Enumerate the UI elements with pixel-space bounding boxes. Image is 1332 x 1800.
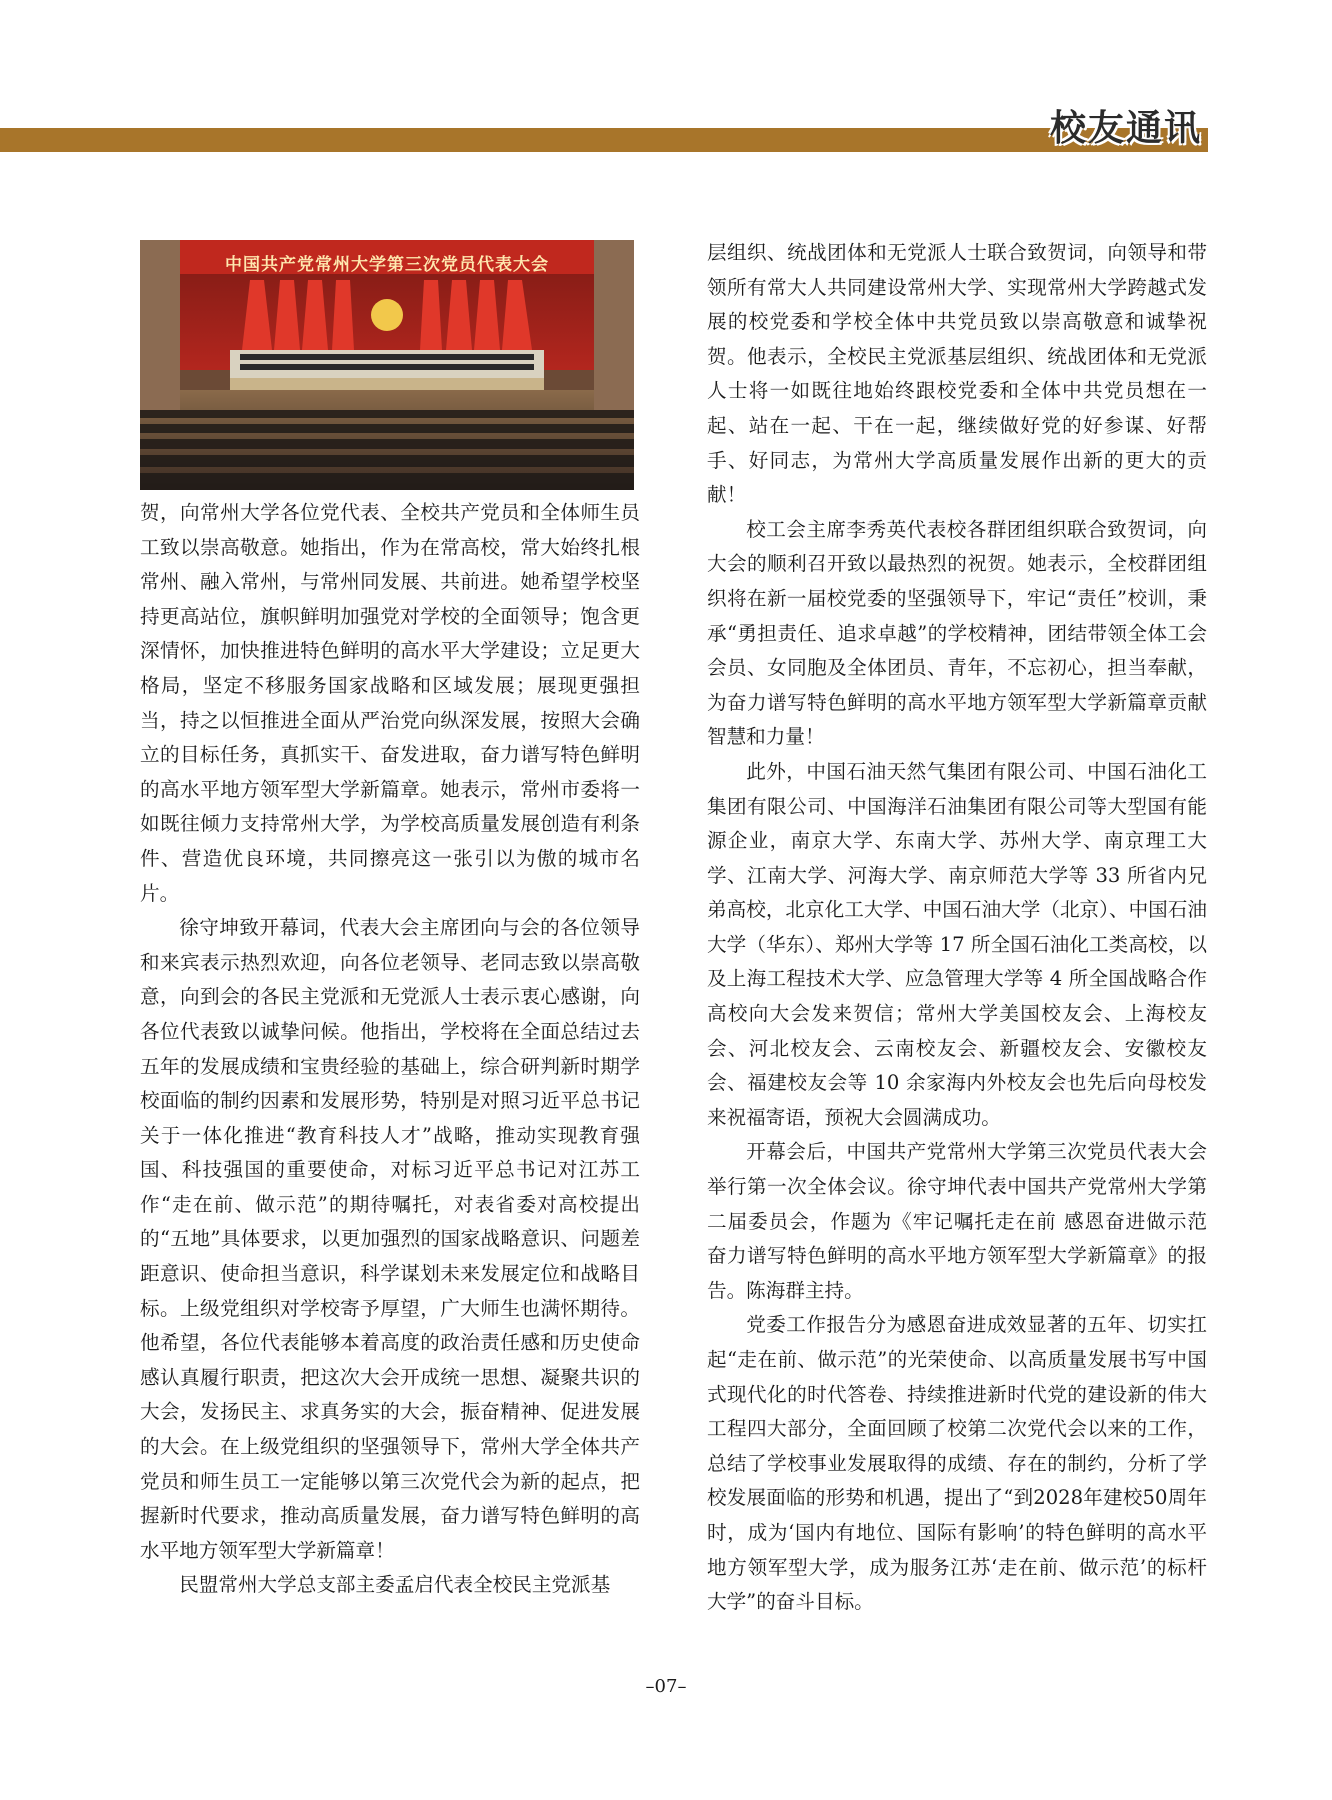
header-bar <box>0 128 1208 152</box>
paragraph: 徐守坤致开幕词，代表大会主席团向与会的各位领导和来宾表示热烈欢迎，向各位老领导、老同志致以崇高敬意，向到会的各民主党派和无党派人士表示衷心感谢，向各位代表致以诚挚问候。他指出，学校将在全面总结过去五年的发展成绩和宝贵经验的基础上，综合研判新时期学校面临的制约因素和发展形势，特别是对照习近平总书记关于一体化推进“教育科技人才”战略，推动实现教育强国、科技强国的重要使命，对标习近平总书记对江苏工作“走在前、做示范”的期待嘱托，对表省委对高校提出的“五地”具体要求，以更加强烈的国家战略意识、问题差距意识、使命担当意识，科学谋划未来发展定位和战略目标。上级党组织对学校寄予厚望，广大师生也满怀期待。他希望，各位代表能够本着高度的政治责任感和历史使命感认真履行职责，把这次大会开成统一思想、凝聚共识的大会，发扬民主、求真务实的大会，振奋精神、促进发展的大会。在上级党组织的坚强领导下，常州大学全体共产党员和师生员工一定能够以第三次党代会为新的起点，把握新时代要求，推动高质量发展，奋力谱写特色鲜明的高水平地方领军型大学新篇章！ <box>140 916 640 1562</box>
paragraph: 开幕会后，中国共产党常州大学第三次党员代表大会举行第一次全体会议。徐守坤代表中国共产党常州大学第二届委员会，作题为《牢记嘱托走在前 感恩奋进做示范 奋力谱写特色鲜明的高水平地方领军型大学新篇章》的报告。陈海群主持。 <box>707 1140 1227 1302</box>
paragraph: 层组织、统战团体和无党派人士联合致贺词，向领导和带领所有常大人共同建设常州大学、实现常州大学跨越式发展的校党委和学校全体中共党员致以崇高敬意和诚挚祝贺。他表示，全校民主党派基层组织、统战团体和无党派人士将一如既往地始终跟校党委和全体中共党员想在一起、站在一起、干在一起，继续做好党的好参谋、好帮手、好同志，为常州大学高质量发展作出新的更大的贡献！ <box>707 241 1207 507</box>
left-column <box>140 496 640 1603</box>
paragraph: 贺，向常州大学各位党代表、全校共产党员和全体师生员工致以崇高敬意。她指出，作为在常高校，常大始终扎根常州、融入常州，与常州同发展、共前进。她希望学校坚持更高站位，旗帜鲜明加强党对学校的全面领导；饱含更深情怀，加快推进特色鲜明的高水平大学建设；立足更大格局，坚定不移服务国家战略和区域发展；展现更强担当，持之以恒推进全面从严治党向纵深发展，按照大会确立的目标任务，真抓实干、奋发进取，奋力谱写特色鲜明的高水平地方领军型大学新篇章。她表示，常州市委将一如既往倾力支持常州大学，为学校高质量发展创造有利条件、营造优良环境，共同擦亮这一张引以为傲的城市名片。 <box>140 501 640 905</box>
paragraph: 党委工作报告分为感恩奋进成效显著的五年、切实扛起“走在前、做示范”的光荣使命、以高质量发展书写中国式现代化的时代答卷、持续推进新时代党的建设新的伟大工程四大部分，全面回顾了校第二次党代会以来的工作，总结了学校事业发展取得的成绩、存在的制约，分析了学校发展面临的形势和机遇，提出了“到2028年建校50周年时，成为‘国内有地位、国际有影响’的特色鲜明的高水平地方领军型大学，成为服务江苏‘走在前、做示范’的标杆大学”的奋斗目标。 <box>707 1313 1207 1614</box>
page-number: –07– <box>645 1676 687 1697</box>
congress-photo <box>140 240 634 490</box>
magazine-title: 校友通讯 <box>1049 107 1202 149</box>
paragraph: 民盟常州大学总支部主委孟启代表全校民主党派基 <box>179 1573 611 1597</box>
right-column <box>707 236 1227 1620</box>
paragraph: 此外，中国石油天然气集团有限公司、中国石油化工集团有限公司、中国海洋石油集团有限公司等大型国有能源企业，南京大学、东南大学、苏州大学、南京理工大学、江南大学、河海大学、南京师范大学等 33 所省内兄弟高校，北京化工大学、中国石油大学（北京）、中国石油大学（华东）、郑州大学等 17 所全国石油化工类高校，以及上海工程技术大学、应急管理大学等 4 所全国战略合作高校向大会发来贺信；常州大学美国校友会、上海校友会、河北校友会、云南校友会、新疆校友会、安徽校友会、福建校友会等 10 余家海内外校友会也先后向母校发来祝福寄语，预祝大会圆满成功。 <box>707 759 1207 1129</box>
paragraph: 校工会主席李秀英代表校各群团组织联合致贺词，向大会的顺利召开致以最热烈的祝贺。她表示，全校群团组织将在新一届校党委的坚强领导下，牢记“责任”校训，秉承“勇担责任、追求卓越”的学校精神，团结带领全体工会会员、女同胞及全体团员、青年，不忘初心，担当奉献，为奋力谱写特色鲜明的高水平地方领军型大学新篇章贡献智慧和力量！ <box>707 517 1207 749</box>
congress-hall-image <box>140 240 634 490</box>
photo-banner-text: 中国共产党常州大学第三次党员代表大会 <box>225 255 549 275</box>
